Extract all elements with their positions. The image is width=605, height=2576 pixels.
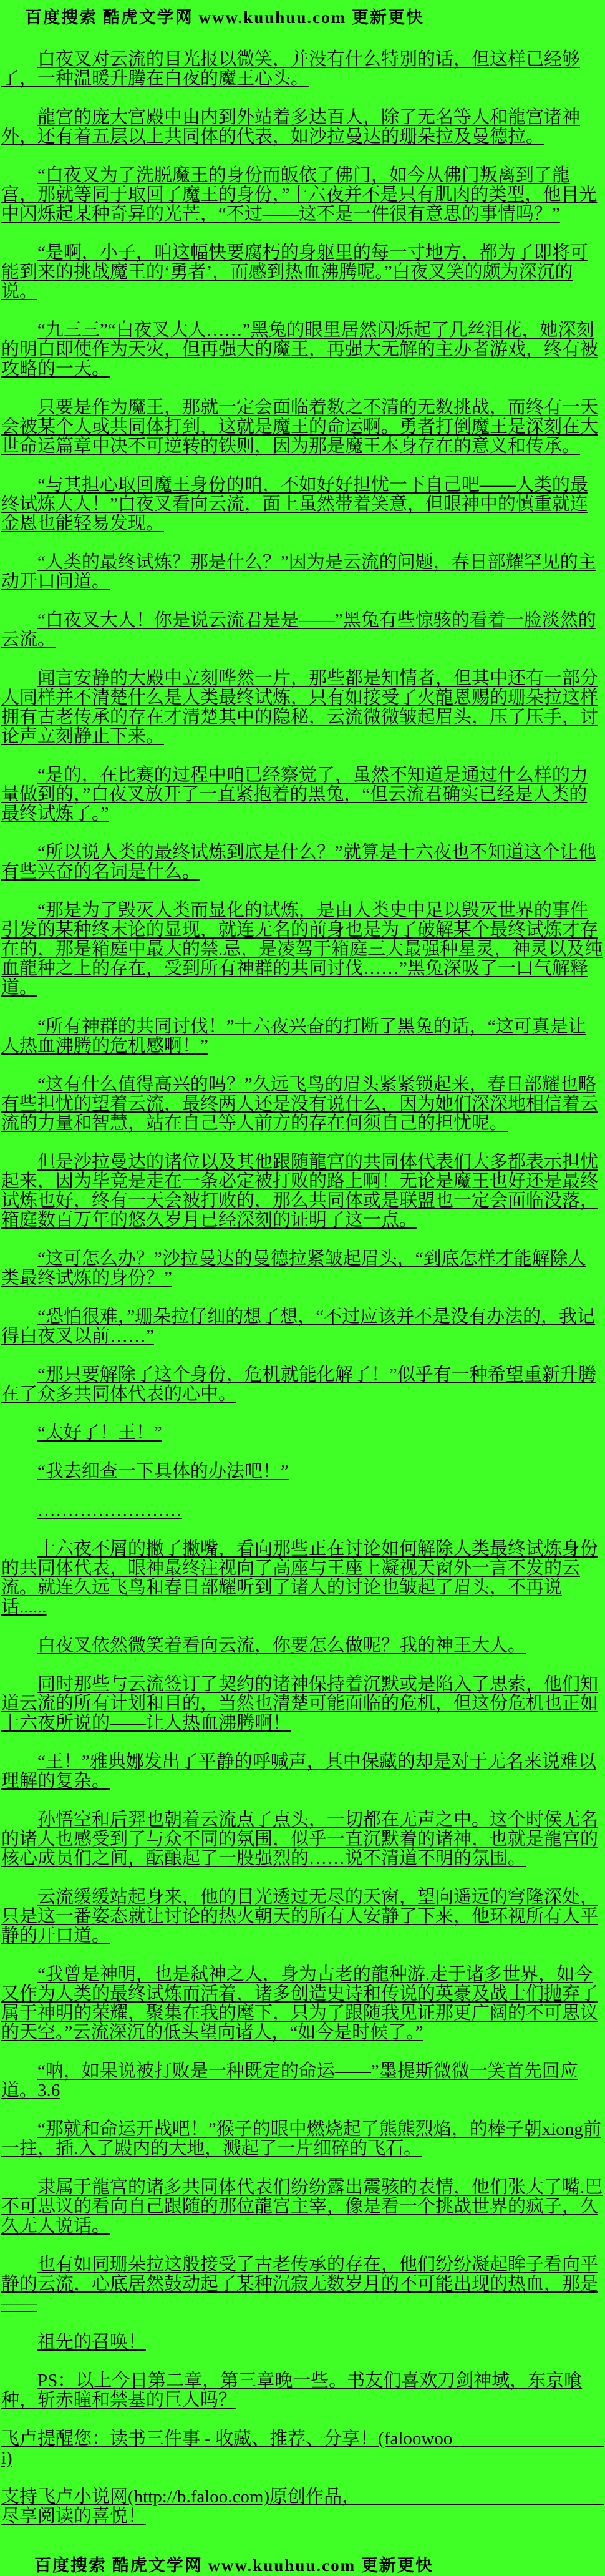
underline-filler xyxy=(452,2429,604,2447)
paragraph: “是啊，小子，咱这幅快要腐朽的身躯里的每一寸地方，都为了即将可能到来的挑战魔王的‘勇者’，而感到热血沸腾呢。”白夜叉笑的颇为深沉的说。 xyxy=(1,243,588,301)
paragraph: “这可怎么办？”沙拉曼达的曼德拉紧皱起眉头，“到底怎样才能解除人类最终试炼的身份？” xyxy=(1,1249,586,1288)
paragraph: “那只要解除了这个身份，危机就能化解了！”似乎有一种希望重新升腾在了众多共同体代表的心中。 xyxy=(1,1365,596,1404)
paragraph: 孙悟空和后羿也朝着云流点了点头，一切都在无声之中。这个时侯无名的诸人也感受到了与众不同的氛围，似乎一直沉默着的诸神，也就是龍宫的核心成员们之间，酝酿起了一股强烈的……说不清道不明的氛围。 xyxy=(1,1810,599,1868)
paragraph: “白夜叉为了洗脱魔王的身份而皈依了佛门，如今从佛门叛离到了龍宫，那就等同于取回了魔王的身份，”十六夜并不是只有肌肉的类型，他目光中闪烁起某种奇异的光芒，“不过——这不是一件很有意思的事情吗？” xyxy=(1,165,598,224)
paragraph: “与其担心取回魔王身份的咱，不如好好担忧一下自己吧——人类的最终试炼大人！”白夜叉看向云流，面上虽然带着笑意，但眼神中的慎重就连金恩也能轻易发现。 xyxy=(1,475,588,534)
paragraph: PS：以上今日第二章，第三章晚一些。书友们喜欢刀剑神域，东京喰种，斩赤瞳和禁基的巨人吗？ xyxy=(1,2371,583,2410)
paragraph: “我去细查一下具体的办法吧！” xyxy=(37,1461,289,1481)
paragraph: “九三三”“白夜叉大人……”黑兔的眼里居然闪烁起了几丝泪花，她深刻的明白即使作为天灾，但再强大的魔王，再强大无解的主办者游戏，终有被攻略的一天。 xyxy=(1,320,599,379)
paragraph: “所有神群的共同讨伐！”十六夜兴奋的打断了黑兔的话，“这可真是让人热血沸腾的危机感啊！” xyxy=(1,1017,586,1056)
paragraph: 十六夜不屑的撇了撇嘴，看向那些正在讨论如何解除人类最终试炼身份的共同体代表，眼神最终注视向了高座与王座上凝视天窗外一言不发的云流。就连久远飞鸟和春日部耀听到了诸人的讨论也皱起了眉头，不再说话...... xyxy=(1,1539,599,1617)
site-banner-top: 百度搜索 酷虎文学网 www.kuuhuu.com 更新更快 xyxy=(25,8,424,27)
paragraph: “太好了！王！” xyxy=(37,1423,162,1443)
paragraph: 云流缓缓站起身来，他的目光透过无尽的天窗，望向遥远的穹隆深处，只是这一番姿态就让讨论的热火朝天的所有人安静了下来，他环视所有人平静的开口道。 xyxy=(1,1887,599,1946)
paragraph: 白夜叉对云流的目光报以微笑，并没有什么特别的话，但这样已经够了，一种温暖升腾在白夜的魔王心头。 xyxy=(1,49,581,89)
paragraph: “我曾是神明，也是弑神之人，身为古老的龍种游.走于诸多世界，如今又作为人类的最终试炼而活着，诸多创造史诗和传说的英豪及战士们抛弃了属于神明的荣耀，聚集在我的麾下，只为了跟随我见证那更广阔的不可思议的天空。”云流深沉的低头望向诸人，“如今是时候了。” xyxy=(1,1964,599,2042)
paragraph: 只要是作为魔王，那就一定会面临着数之不清的无数挑战，而终有一天会被某个人或共同体打到，这就是魔王的命运啊。勇者打倒魔王是深刻在大世命运篇章中决不可逆转的铁则，因为那是魔王本身存在的意义和传承。 xyxy=(1,398,599,456)
paragraph: 也有如同珊朵拉这般接受了古老传承的存在，他们纷纷凝起眸子看向平静的云流，心底居然鼓动起了某种沉寂无数岁月的不可能出现的热血，那是—— xyxy=(1,2255,599,2313)
paragraph: 闻言安静的大殿中立刻哗然一片，那些都是知情者，但其中还有一部分人同样并不清楚什么是人类最终试炼，只有如接受了火龍恩赐的珊朵拉这样拥有古老传承的存在才清楚其中的隐秘，云流微微皱起眉头，压了压手，讨论声立刻静止下来。 xyxy=(1,668,599,746)
paragraph: …………………… xyxy=(37,1500,182,1520)
paragraph: “呐，如果说被打败是一种既定的命运——”墨提斯微微一笑首先回应道。3.6 xyxy=(1,2061,578,2100)
paragraph: “那就和命运开战吧！”猴子的眼中燃烧起了熊熊烈焰，的棒子朝xiong前一拄，插.入了殿内的大地，溅起了一片细碎的飞石。 xyxy=(1,2119,601,2159)
paragraph: 白夜叉依然微笑着看向云流，你要怎么做呢？我的神王大人。 xyxy=(37,1636,526,1656)
paragraph: “是的，在比赛的过程中咱已经察觉了，虽然不知道是通过什么样的力量做到的，”白夜叉放开了一直紧抱着的黑兔，“但云流君确实已经是人类的最终试炼了。” xyxy=(1,765,588,824)
paragraph: 飞卢提醒您：读书三件事 - 收藏、推荐、分享！(faloowoo i) xyxy=(1,2429,604,2468)
site-banner-bottom: 百度搜索 酷虎文学网 www.kuuhuu.com 更新更快 xyxy=(34,2556,433,2575)
paragraph: “那是为了毁灭人类而显化的试炼，是由人类史中足以毁灭世界的事件引发的某种终末论的显现，就连无名的前身也是为了破解某个最终试炼才存在的，那是箱庭中最大的禁.忌，是凌驾于箱庭三大最强种星灵，神灵以及纯血龍种之上的存在，受到所有神群的共同讨伐……”黑兔深吸了一口气解释道。 xyxy=(1,900,603,998)
paragraph: 龍宫的庞大宫殿中由内到外站着多达百人，除了无名等人和龍宫诸神外，还有着五层以上共同体的代表，如沙拉曼达的珊朵拉及曼德拉。 xyxy=(1,107,581,147)
paragraph: “恐怕很难，”珊朵拉仔细的想了想，“不过应该并不是没有办法的，我记得白夜叉以前……” xyxy=(1,1307,596,1346)
paragraph: 同时那些与云流签订了契约的诸神保持着沉默或是陷入了思索，他们知道云流的所有计划和目的，当然也清楚可能面临的危机，但这份危机也正如十六夜所说的——让人热血沸腾啊！ xyxy=(1,1674,599,1733)
paragraph: “所以说人类的最终试炼到底是什么？”就算是十六夜也不知道这个让他有些兴奋的名词是什么。 xyxy=(1,842,596,882)
paragraph: “人类的最终试炼？那是什么？”因为是云流的问题，春日部耀罕见的主动开口问道。 xyxy=(1,552,596,592)
paragraph: 祖先的召唤！ xyxy=(37,2332,147,2352)
paragraph: “王！”雅典娜发出了平静的呼喊声，其中保藏的却是对于无名来说难以理解的复杂。 xyxy=(1,1752,596,1791)
paragraph: 隶属于龍宫的诸多共同体代表们纷纷露出震骇的表情，他们张大了嘴.巴不可思议的看向自己跟随的那位龍宫主宰，像是看一个挑战世界的疯子，久久无人说话。 xyxy=(1,2177,603,2236)
paragraph: 但是沙拉曼达的诸位以及其他跟随龍宫的共同体代表们大多都表示担忧起来，因为毕竟是走在一条必定被打败的路上啊！无论是魔王也好还是最终试炼也好，终有一天会被打败的，那么共同体或是联盟也一定会面临没落，箱庭数百万年的悠久岁月已经深刻的证明了这一点。 xyxy=(1,1152,599,1230)
paragraph: “白夜叉大人！你是说云流君是是——”黑兔有些惊骇的看着一脸淡然的云流。 xyxy=(1,610,596,650)
underline-filler xyxy=(360,2487,604,2505)
chapter-text xyxy=(0,28,605,2526)
paragraph: “这有什么值得高兴的吗？”久远飞鸟的眉头紧紧锁起来，春日部耀也略有些担忧的望着云流，最终两人还是没有说什么，因为她们深深地相信着云流的力量和智慧，站在自己等人前方的存在何须自己的担忧呢。 xyxy=(1,1075,599,1133)
paragraph: 支持飞卢小说网(http://b.faloo.com)原创作品， 尽享阅读的喜悦！ xyxy=(1,2487,604,2526)
